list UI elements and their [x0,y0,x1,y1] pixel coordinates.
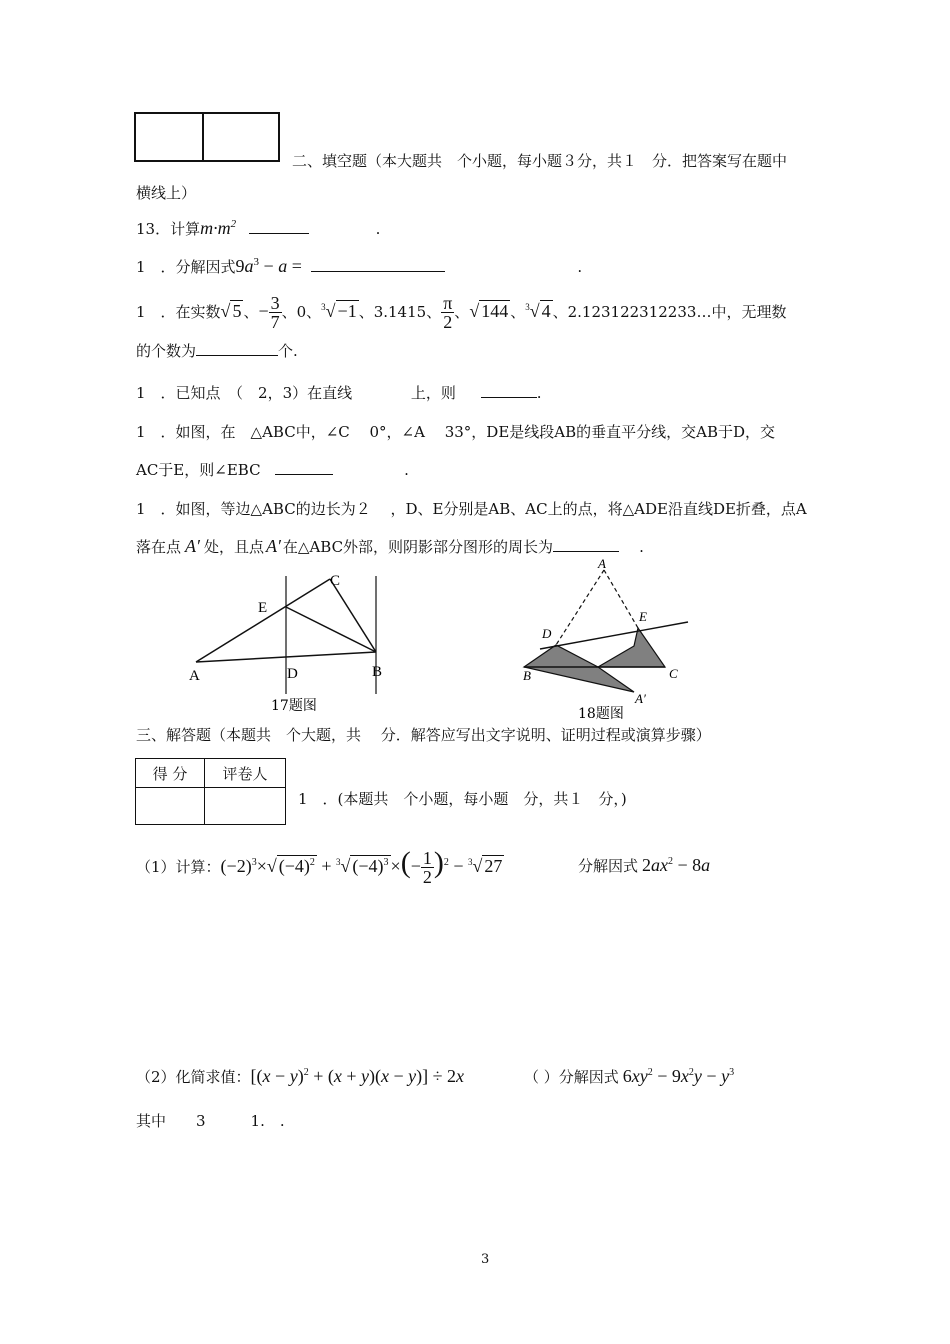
q15-sqrt144: √ 144 [469,301,509,321]
question-13 [136,218,380,239]
q18-line2-a: 落在点 [136,538,182,556]
score-box [134,112,280,162]
q15-label: 1 ．在实数 [136,303,221,321]
fig17-caption: 17题图 [271,698,317,714]
q13-label: 13．计算 [136,220,201,238]
q15-sep2: 、0、 [281,303,322,321]
fig17-label-A: A [189,668,200,684]
grade-grader-cell[interactable] [205,788,286,825]
q15-sep4: 、 [454,303,470,321]
p1-factor-label: 分解因式 [578,857,639,875]
q17-tail: . [404,461,409,479]
fig18-dashed-AE [604,570,638,628]
q15-cbrt4: $^3$√ 4 [525,301,551,321]
q13-expression: $m\cdot m^2$ [200,218,237,238]
p2-factor-label: （ ）分解因式 [524,1068,619,1086]
question-14 [136,256,582,277]
p1-label: （1）计算： [136,858,221,876]
fig18-shaded-right [598,628,665,667]
grade-table [135,758,286,825]
question-19-header: 1 ．(本题共 个小题，每小题 分，共１ 分，) [298,790,627,808]
q15-sep5: 、 [510,303,526,321]
q15-sqrt5: √ 5 [220,301,242,321]
q15-pi-over-2: $\frac{\pi}{2}$ [443,293,453,333]
p1-expression: $(-2)^3\times√$ $(-4)^2 + ^3√$ $(-4)^3$ ×(− $\frac{1}{2}$ )$^2$ − $^3$√ 27 [220,846,503,888]
fig18-label-A: A [598,558,606,571]
fig18-label-D: D [542,626,552,641]
q14-label: 1 ．分解因式 [136,258,236,276]
fig17-label-B: B [372,664,383,680]
p1-factor-expression: $2ax^2 - 8a$ [642,855,711,875]
grade-header-grader: 评卷人 [205,759,286,788]
p2-expression: $[(x - y)^2 + (x + y)(x - y)] \div 2x$ [250,1066,465,1086]
q14-tail: . [577,258,583,276]
q15-sep3: 、3.1415、 [358,303,442,321]
question-16 [136,382,542,403]
part-2-factor [524,1066,734,1087]
q15-line2-end: 个. [278,342,298,360]
q15-line2-start: 的个数为 [136,342,197,360]
q18-a-prime-2: A′ [265,536,281,556]
fig18-dashed-AD [556,570,604,645]
q15-neg-frac: − $\frac{3}{7}$ [258,293,280,333]
fig17-label-E: E [258,600,268,616]
q18-a-prime-1: A′ [185,536,200,556]
q16-text-b: 上，则 [410,384,456,402]
q13-answer-blank[interactable] [249,219,309,234]
p2-factor-expression: $6xy^2 - 9x^2y - y^3$ [622,1066,735,1086]
fig18-label-A-prime: A′ [635,691,646,706]
q15-answer-blank[interactable] [196,341,278,356]
q13-tail: . [375,220,381,238]
q18-line2-b: 处，且点 [203,538,264,556]
question-15-line2 [136,340,298,361]
section2-title-cont: 横线上） [136,184,197,202]
q17-line2: AC于E，则∠EBC [136,461,261,479]
fig18-shaded-left [524,645,634,692]
part-1-factor [578,838,710,886]
question-15 [136,284,787,333]
part-1 [136,838,504,886]
q18-line2-c: 在△ABC外部，则阴影部分图形的周长为 [282,538,554,556]
p2-label: （2）化简求值： [136,1068,251,1086]
figure-17 [180,568,410,718]
grade-header-score: 得 分 [136,759,205,788]
fig18-caption: 18题图 [578,706,624,722]
section3-title: 三、解答题（本题共 个大题，共 分．解答应写出文字说明、证明过程或演算步骤） [136,726,711,744]
fig18-label-C: C [669,666,678,681]
q15-sep1: 、 [243,303,259,321]
q18-tail: . [639,538,644,556]
q14-answer-blank[interactable] [311,257,445,272]
q14-expression: $9a^3 - a$ = [235,256,302,276]
q16-text-a: 1 ．已知点 （ 2，3）在直线 [136,384,353,402]
score-box-divider [202,114,204,160]
fig18-label-B: B [523,668,531,683]
figure-18 [518,558,698,728]
q15-cbrt-neg1: $^3$√ −1 [321,301,357,321]
fig17-label-C: C [330,573,341,589]
fig17-label-D: D [287,666,298,682]
section2-title: 二、填空题（本大题共 个小题，每小题３分，共１ 分．把答案写在题中 [292,152,788,170]
fig18-label-E: E [639,609,647,624]
fig17-segment-AC [196,579,330,662]
question-17-line2 [136,459,409,480]
question-18-line2 [136,536,644,557]
question-18-line1: 1 ．如图，等边△ABC的边长为２ ，D、E分别是AB、AC上的点，将△ADE沿直线DE折叠，点A [136,500,807,518]
q16-answer-blank[interactable] [481,383,537,398]
q15-sep6: 、2.123122312233…中，无理数 [552,303,787,321]
grade-score-cell[interactable] [136,788,205,825]
q16-tail: . [536,384,542,402]
page-number: 3 [481,1252,490,1267]
part-2 [136,1066,464,1087]
q17-answer-blank[interactable] [275,460,333,475]
part-2-where: 其中 3 1. . [136,1112,285,1130]
question-17-line1: 1 ．如图，在 △ABC中，∠C 0°，∠A 33°，DE是线段AB的垂直平分线，交AB于D，交 [136,423,776,441]
q18-answer-blank[interactable] [553,537,619,552]
